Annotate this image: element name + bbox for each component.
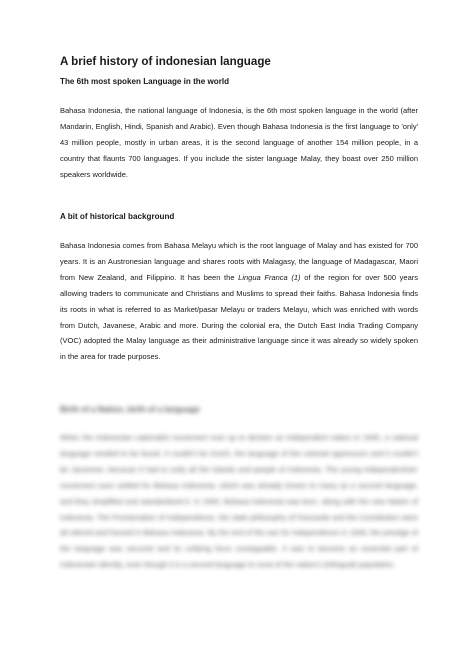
history-paragraph <box>60 238 418 365</box>
history-paragraph-text-2: of the region for over 500 years allowing traders to communicate and Christians and Muslims to spread their faiths. Bahasa Indonesia finds its roots in what is referred to as Market/pasar Melayu or traders Melayu, which was enriched with words from Dutch, Javanese, Arabic and more. During the colonial era, the Dutch East India Trading Company (VOC) adopted the Malay language as their administrative language since it was already so widely spoken in the area for trade purposes. <box>60 272 419 362</box>
document-subtitle: The 6th most spoken Language in the world <box>60 77 230 86</box>
document-title: A brief history of indonesian language <box>60 55 271 68</box>
blurred-section-heading: Birth of a Nation, birth of a language <box>60 405 200 414</box>
section-heading-historical-background: A bit of historical background <box>60 212 175 221</box>
intro-paragraph: Bahasa Indonesia, the national language of Indonesia, is the 6th most spoken language in the world (after Mandarin, English, Hindi, Spanish and Arabic). Even though Bahasa Indonesia is the first language to 'only' 43 million people, mostly in urban areas, it is the second language of another 154 million people, in a country that flaunts 700 languages. If you include the sister language Malay, they boast over 250 million speakers worldwide. <box>60 106 418 179</box>
blurred-section-paragraph: When the Indonesian nationalist movement rose up to declare an independent nation in 1945, a national language needed to be found. It couldn't be Dutch, the language of the colonial oppressors and it couldn't be Javanese, because it had to unify all the islands and people of Indonesia. The young independentists' movement soon settled for Bahasa Indonesia, which was already known to many as a second language, and they simplified and standardized it. In 1945, Bahasa Indonesia was born, along with the new Nation of Indonesia. The Proclamation of Independence, the state philosophy of Pancasila and the Constitution were all uttered and framed in Bahasa Indonesia. By the end of the war for independence in 1949, the prestige of the language was secured and its unifying force unstoppable. It was to become an essential part of Indonesian identity, even though it is a second language to most of the nation's (trilingual) population. <box>60 433 418 570</box>
history-paragraph-text-1: Bahasa Indonesia comes from Bahasa Melayu which is the root language of Malay and has existed for 700 years. It is an Austronesian language and shares roots with Malagasy, the language of Madagascar, Maori from New Zealand, and Filippino. It has been the <box>60 241 418 282</box>
lingua-franca-term: Lingua Franca (1) <box>238 272 301 282</box>
